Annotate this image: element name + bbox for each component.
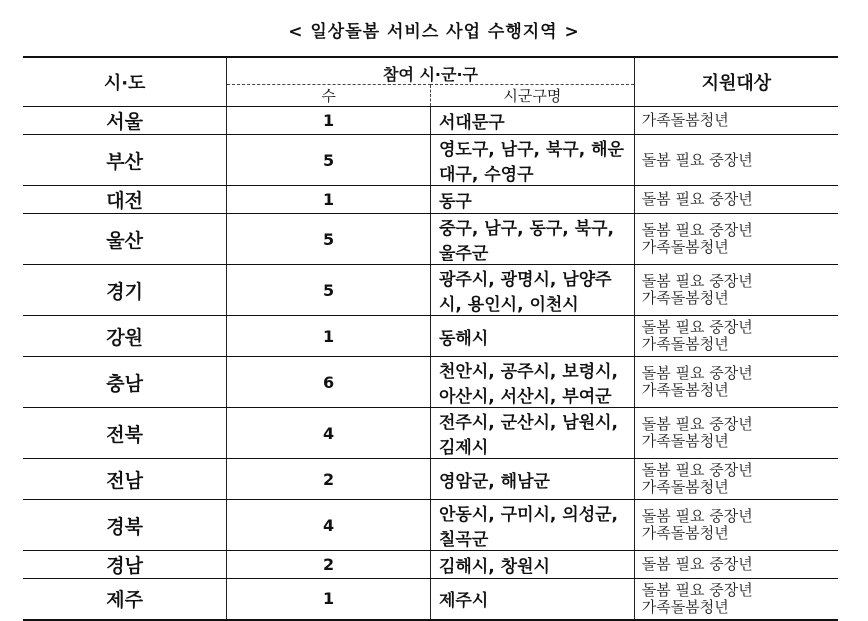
- cell-region: 대전: [23, 186, 227, 214]
- cell-count: 5: [227, 214, 431, 265]
- cell-target: [634, 579, 838, 620]
- cell-names: 광주시, 광명시, 남양주시, 용인시, 이천시: [431, 265, 635, 316]
- cell-names: 영도구, 남구, 북구, 해운대구, 수영구: [431, 135, 635, 186]
- cell-count: 1: [227, 579, 431, 620]
- target-line: 가족돌봄청년: [641, 289, 729, 307]
- target-line: 가족돌봄청년: [641, 381, 729, 399]
- service-region-table: [23, 56, 838, 621]
- table-row: [23, 186, 838, 214]
- table-row: [23, 551, 838, 579]
- table-row: [23, 135, 838, 186]
- cell-count: 1: [227, 186, 431, 214]
- cell-names: 서대문구: [431, 107, 635, 135]
- cell-target: [634, 135, 838, 186]
- cell-names: 동구: [431, 186, 635, 214]
- target-line: 돌봄 필요 중장년: [641, 415, 753, 433]
- cell-region: 경남: [23, 551, 227, 579]
- target-line: 돌봄 필요 중장년: [641, 150, 753, 169]
- cell-count: 5: [227, 135, 431, 186]
- cell-names: 김해시, 창원시: [431, 551, 635, 579]
- cell-count: 6: [227, 357, 431, 408]
- cell-region: 부산: [23, 135, 227, 186]
- cell-target: [634, 316, 838, 357]
- cell-target: [634, 107, 838, 135]
- cell-target: [634, 186, 838, 214]
- cell-names: 제주시: [431, 579, 635, 620]
- cell-count: 2: [227, 459, 431, 500]
- cell-target: [634, 551, 838, 579]
- table-row: [23, 357, 838, 408]
- table-row: [23, 265, 838, 316]
- cell-target: [634, 265, 838, 316]
- target-line: 가족돌봄청년: [641, 524, 729, 542]
- target-line: 가족돌봄청년: [641, 432, 729, 450]
- target-line: 돌봄 필요 중장년: [641, 580, 753, 599]
- target-line: 돌봄 필요 중장년: [641, 507, 753, 525]
- cell-region: 강원: [23, 316, 227, 357]
- cell-region: 제주: [23, 579, 227, 620]
- cell-target: [634, 357, 838, 408]
- header-target: 지원대상: [634, 57, 838, 107]
- cell-count: 5: [227, 265, 431, 316]
- target-line: 가족돌봄청년: [641, 111, 729, 129]
- cell-region: 서울: [23, 107, 227, 135]
- target-line: 돌봄 필요 중장년: [641, 272, 753, 290]
- cell-count: 4: [227, 500, 431, 551]
- cell-region: 전남: [23, 459, 227, 500]
- cell-names: 천안시, 공주시, 보령시, 아산시, 서산시, 부여군: [431, 357, 635, 408]
- cell-count: 4: [227, 408, 431, 459]
- cell-region: 전북: [23, 408, 227, 459]
- target-line: 돌봄 필요 중장년: [641, 221, 753, 239]
- table-row: [23, 408, 838, 459]
- table-row: [23, 500, 838, 551]
- header-count: 수: [227, 85, 431, 107]
- cell-count: 1: [227, 107, 431, 135]
- header-participation: 참여 시·군·구: [227, 57, 635, 85]
- cell-target: [634, 500, 838, 551]
- target-line: 돌봄 필요 중장년: [641, 318, 753, 336]
- cell-region: 경북: [23, 500, 227, 551]
- header-region: 시·도: [23, 57, 227, 107]
- header-names: 시군구명: [431, 85, 635, 107]
- cell-names: 안동시, 구미시, 의성군, 칠곡군: [431, 500, 635, 551]
- cell-region: 충남: [23, 357, 227, 408]
- cell-target: [634, 214, 838, 265]
- table-row: [23, 214, 838, 265]
- table-row: [23, 459, 838, 500]
- target-line: 가족돌봄청년: [641, 238, 729, 256]
- cell-target: [634, 459, 838, 500]
- target-line: 돌봄 필요 중장년: [641, 190, 753, 208]
- target-line: 가족돌봄청년: [641, 335, 729, 353]
- target-line: 가족돌봄청년: [641, 597, 729, 616]
- table-row: [23, 316, 838, 357]
- cell-region: 경기: [23, 265, 227, 316]
- cell-count: 1: [227, 316, 431, 357]
- target-line: 가족돌봄청년: [641, 478, 729, 496]
- cell-names: 동해시: [431, 316, 635, 357]
- target-line: 돌봄 필요 중장년: [641, 461, 753, 479]
- cell-names: 중구, 남구, 동구, 북구, 울주군: [431, 214, 635, 265]
- table-row: [23, 579, 838, 620]
- target-line: 돌봄 필요 중장년: [641, 364, 753, 382]
- cell-region: 울산: [23, 214, 227, 265]
- cell-names: 전주시, 군산시, 남원시, 김제시: [431, 408, 635, 459]
- cell-target: [634, 408, 838, 459]
- table-row: [23, 107, 838, 135]
- cell-count: 2: [227, 551, 431, 579]
- target-line: 돌봄 필요 중장년: [641, 555, 753, 573]
- cell-names: 영암군, 해남군: [431, 459, 635, 500]
- document-title: < 일상돌봄 서비스 사업 수행지역 >: [288, 22, 580, 42]
